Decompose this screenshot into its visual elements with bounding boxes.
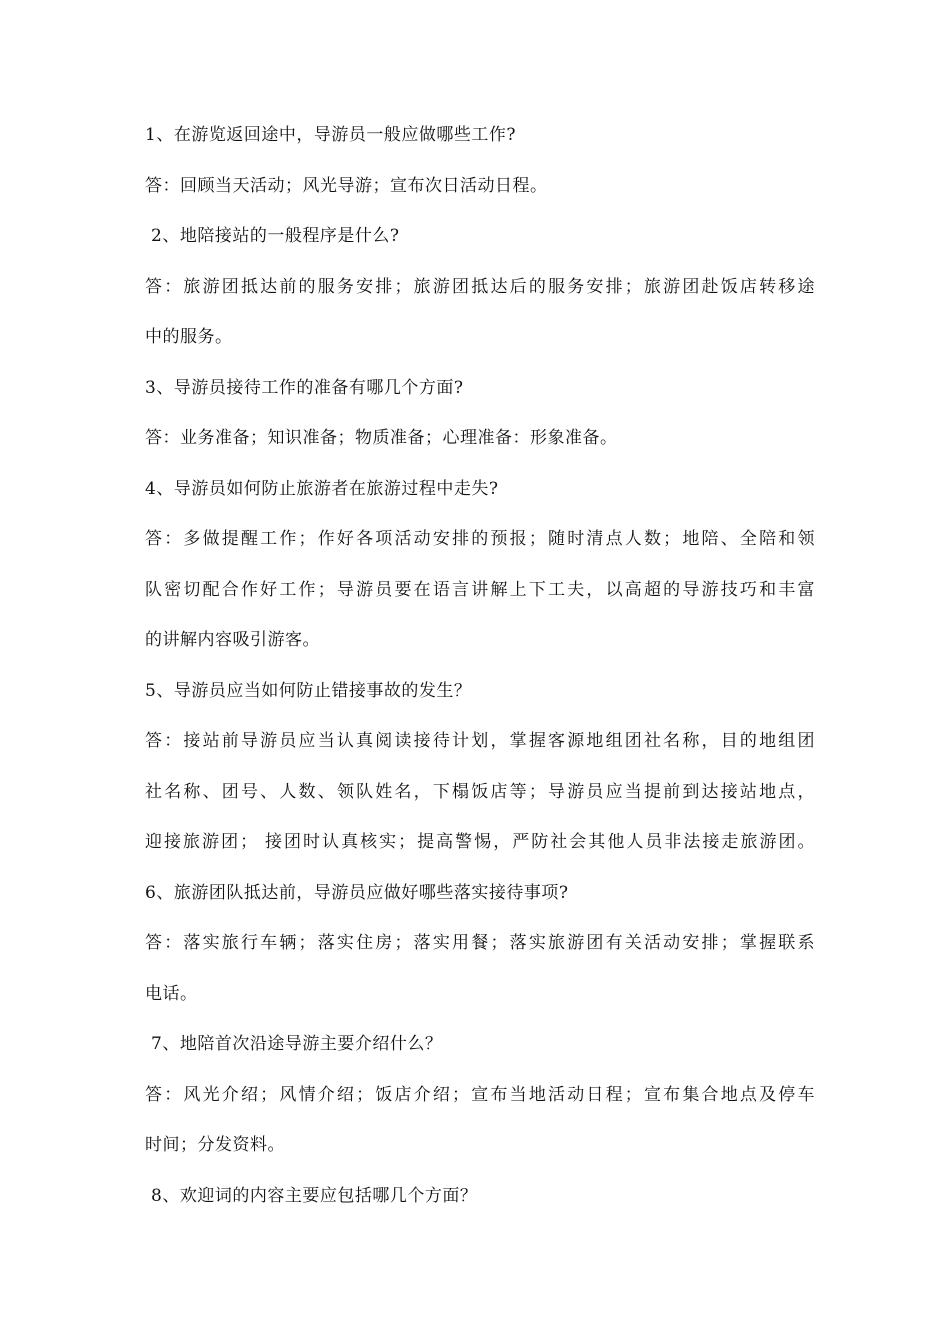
question-6: 6、旅游团队抵达前，导游员应做好哪些落实接待事项? <box>145 882 569 903</box>
answer-4-line-3: 的讲解内容吸引游客。 <box>145 630 320 650</box>
answer-6-line-1: 答：落实旅行车辆；落实住房；落实用餐；落实旅游团有关活动安排；掌握联系 <box>145 933 815 953</box>
answer-2-line-1: 答：旅游团抵达前的服务安排；旅游团抵达后的服务安排；旅游团赴饭店转移途 <box>145 276 815 297</box>
answer-7-line-1: 答：风光介绍；风情介绍；饭店介绍；宣布当地活动日程；宣布集合地点及停车 <box>145 1084 815 1105</box>
question-8: 8、欢迎词的内容主要应包括哪几个方面？ <box>151 1185 478 1206</box>
question-1: 1、在游览返回途中，导游员一般应做哪些工作? <box>145 125 516 145</box>
question-7: 7、地陪首次沿途导游主要介绍什么？ <box>151 1034 443 1054</box>
answer-5-line-2: 社名称、团号、人数、领队姓名，下榻饭店等；导游员应当提前到达接站地点， <box>145 781 815 802</box>
answer-6-line-2: 电话。 <box>145 983 198 1004</box>
answer-3: 答：业务准备；知识准备；物质准备；心理准备：形象准备。 <box>145 428 618 448</box>
answer-2-line-2: 中的服务。 <box>145 327 233 347</box>
question-3: 3、导游员接待工作的准备有哪几个方面? <box>145 377 464 398</box>
answer-4-line-1: 答：多做提醒工作；作好各项活动安排的预报；随时清点人数；地陪、全陪和领 <box>145 529 815 549</box>
document-page <box>145 110 815 1221</box>
answer-5-line-1: 答：接站前导游员应当认真阅读接待计划，掌握客源地组团社名称，目的地组团 <box>145 731 815 751</box>
answer-5-line-3: 迎接旅游团； 接团时认真核实；提高警惕，严防社会其他人员非法接走旅游团。 <box>145 832 815 852</box>
question-4: 4、导游员如何防止旅游者在旅游过程中走失? <box>145 478 499 499</box>
question-5: 5、导游员应当如何防止错接事故的发生？ <box>145 680 472 701</box>
question-2: 2、地陪接站的一般程序是什么? <box>151 226 400 246</box>
answer-1: 答：回顾当天活动；风光导游；宣布次日活动日程。 <box>145 175 548 196</box>
answer-7-line-2: 时间；分发资料。 <box>145 1135 285 1155</box>
answer-4-line-2: 队密切配合作好工作；导游员要在语言讲解上下工夫，以高超的导游技巧和丰富 <box>145 579 815 600</box>
